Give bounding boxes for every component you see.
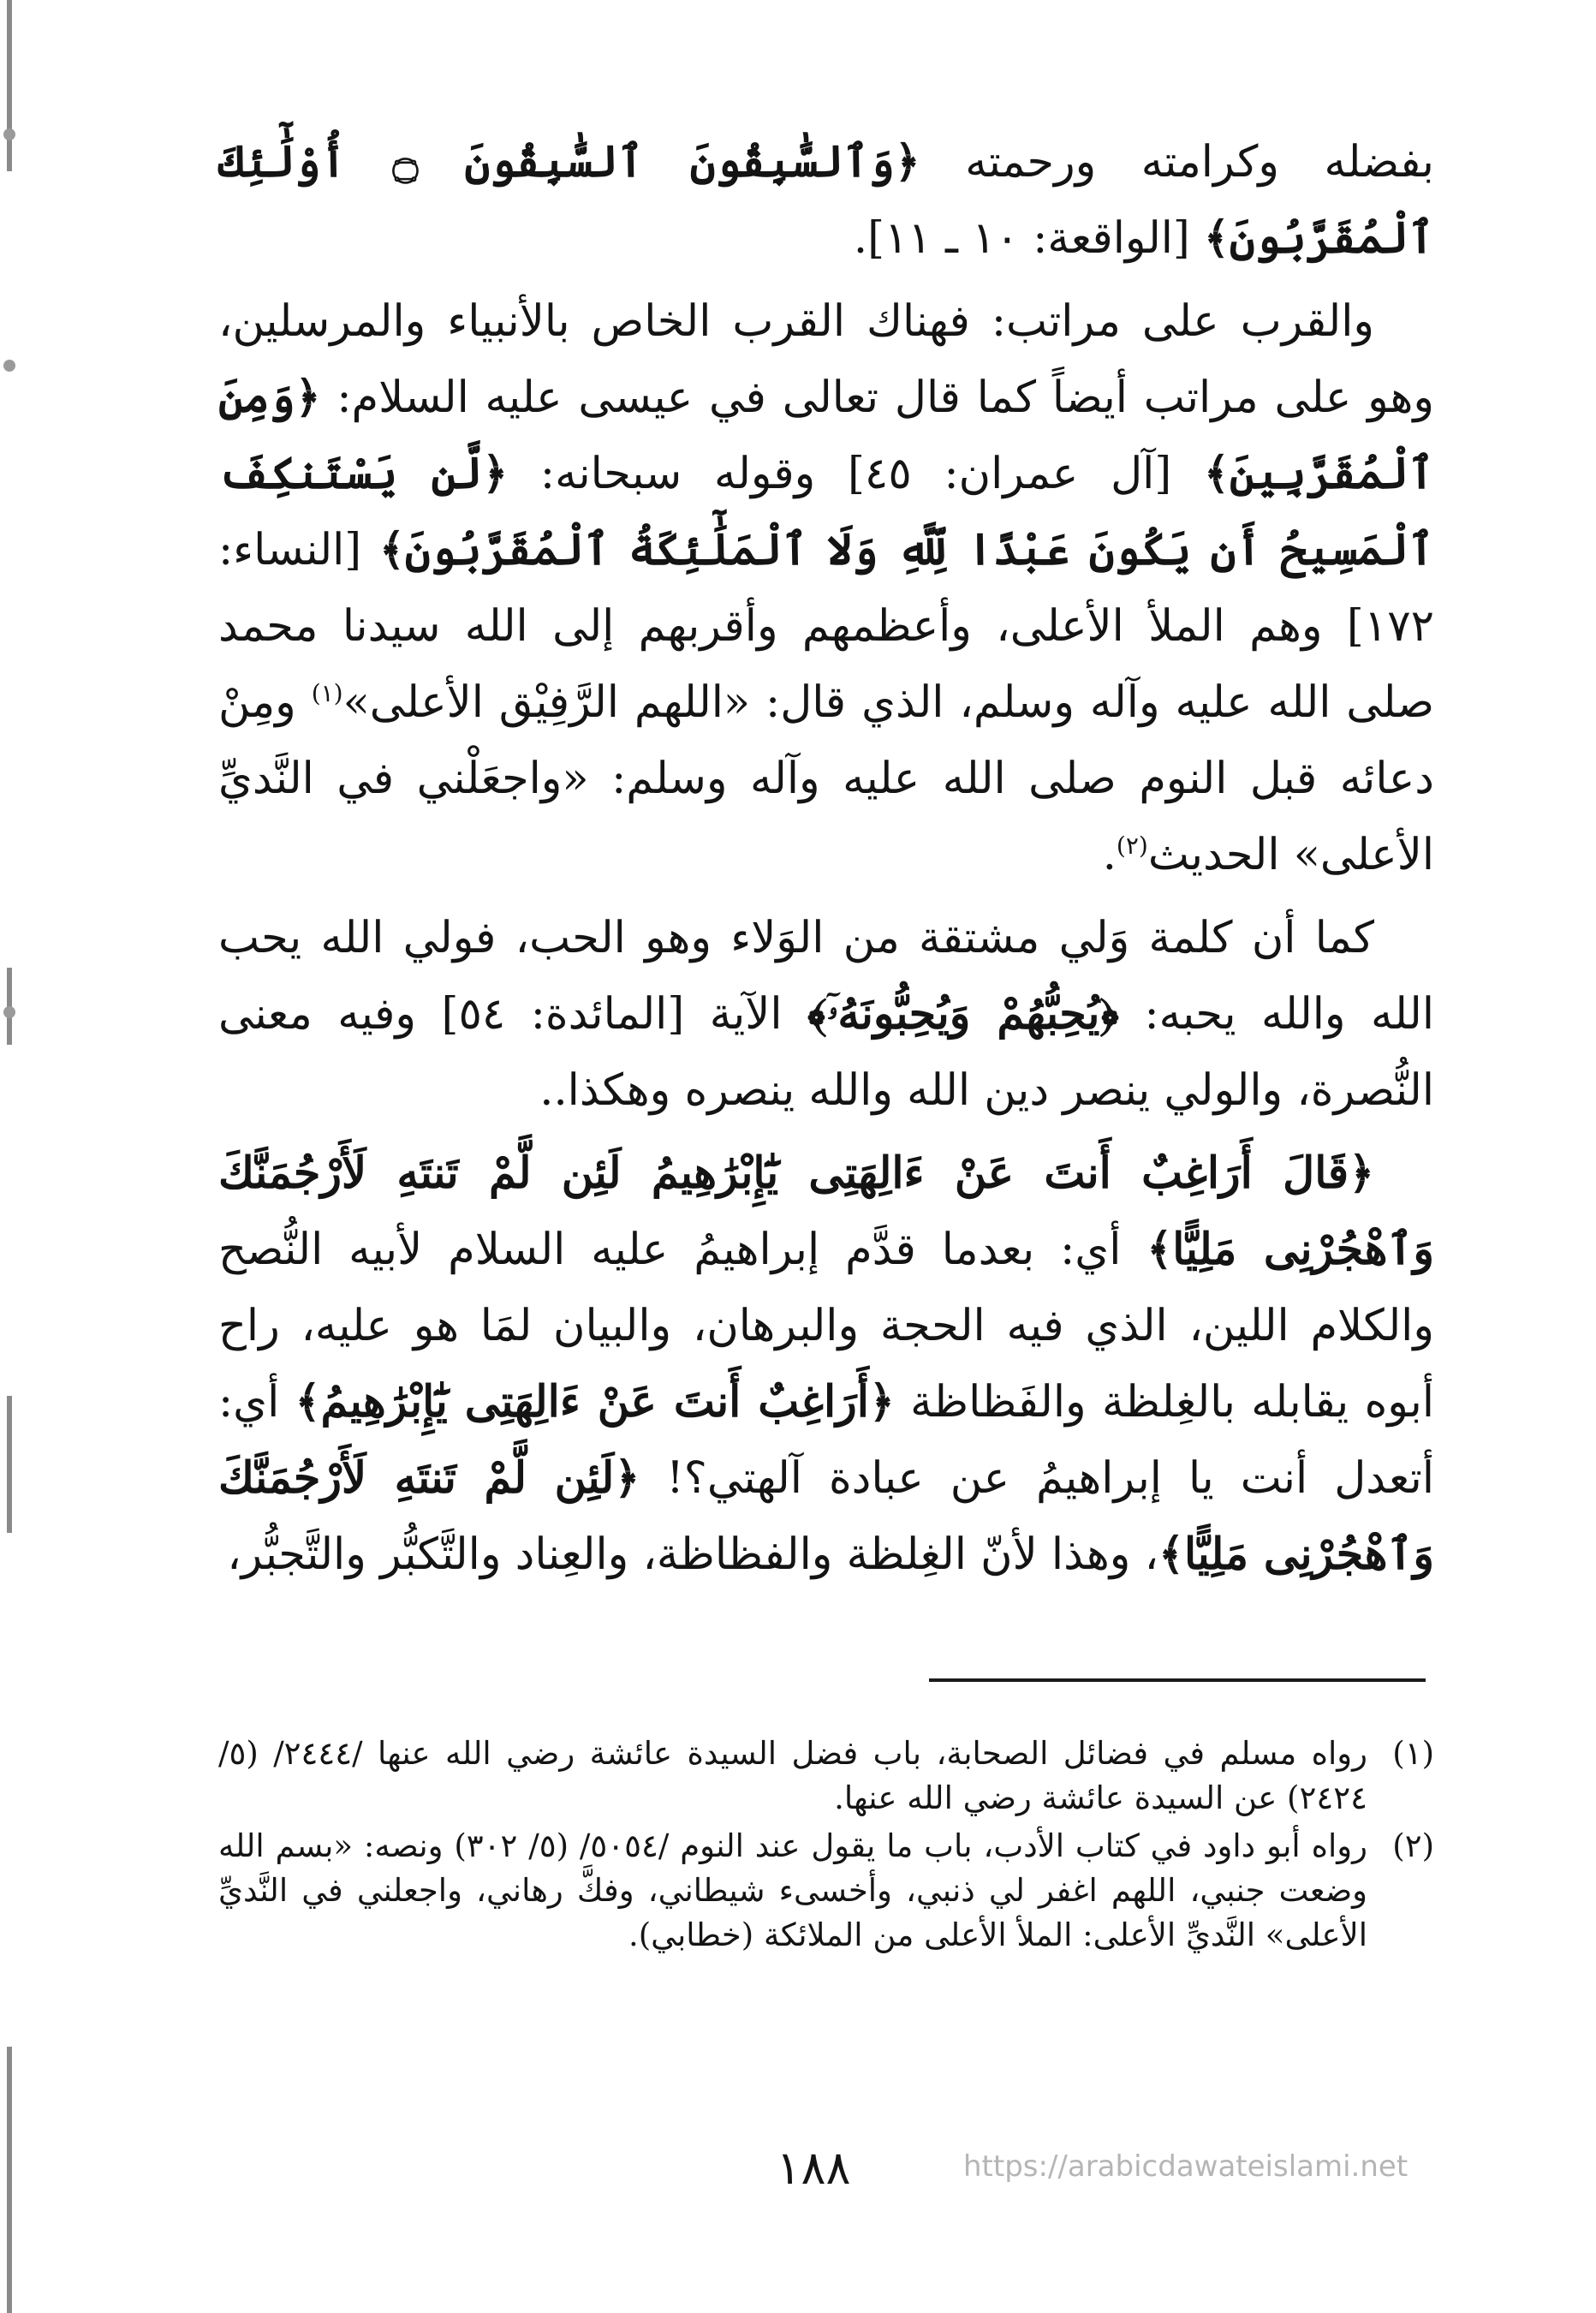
scan-edge-mark: [7, 1396, 12, 1533]
quran-verse: ﴿قَالَ أَرَاغِبٌ أَنتَ عَنْ ءَالِهَتِى يَٰٓإِبْرَٰهِيمُ لَئِن لَّمْ تَنتَهِ لَأَرْجُمَنَّكَ وَٱهْجُرْنِى مَلِيًّا﴾: [218, 1148, 1435, 1275]
footnote-number: (٢): [1392, 1827, 1434, 1864]
text-run: ومِنْ دعائه قبل النوم صلى الله عليه وآله وسلم: «واجعَلْني في النَّديِّ الأعلى» الحديث: [218, 677, 1434, 880]
text-run: [آل عمران: ٤٥] وقوله سبحانه:: [508, 449, 1205, 499]
footnote-separator: [929, 1678, 1426, 1682]
paragraph-2: [218, 283, 1434, 893]
text-run: .: [1102, 830, 1117, 880]
quran-verse: ﴿أَرَاغِبٌ أَنتَ عَنْ ءَالِهَتِى يَٰٓإِبْرَٰهِيمُ﴾: [295, 1376, 895, 1428]
scan-edge-dot: [3, 360, 15, 372]
watermark-url: https://arabicdawateislami.net: [963, 2149, 1408, 2184]
quran-verse: ﴿يُحِبُّهُمْ وَيُحِبُّونَهُۥٓ﴾: [807, 988, 1119, 1040]
footnote-text: رواه أبو داود في كتاب الأدب، باب ما يقول عند النوم /٥٠٥٤/ (٥/ ٣٠٢) ونصه: «بسم الله وضعت جنبي، اللهم اغفر لي ذنبي، وأخسىء شيطاني، وفكَّ رهاني، واجعلني في النَّديِّ الأعلى» النَّديِّ الأعلى: الملأ الأعلى من الملائكة (خطابي).: [218, 1827, 1367, 1953]
footnote-ref-2[interactable]: (٢): [1116, 832, 1148, 860]
page-number: ١٨٨: [776, 2141, 851, 2195]
text-run: أي: أتعدل أنت يا إبراهيمُ عن عبادة آلهتي؟!: [218, 1377, 1434, 1504]
scan-edge-dot: [3, 128, 15, 140]
footnote-ref-1[interactable]: (١): [311, 679, 343, 707]
quran-verse: ﴿وَٱلسَّٰبِقُونَ ٱلسَّٰبِقُونَ ۝ أُوْلَٰٓئِكَ ٱلْمُقَرَّبُونَ﴾: [218, 136, 1434, 264]
text-run: [النساء: ١٧٢] وهم الملأ الأعلى، وأعظمهم وأقربهم إلى الله سيدنا محمد صلى الله عليه وآله وسلم، الذي قال: «اللهم الرَّفِيْق الأعلى»: [218, 525, 1435, 728]
footnote-2: [218, 1824, 1434, 1958]
text-run: أي: بعدما قدَّم إبراهيمُ عليه السلام لأبيه النُّصح والكلام اللين، الذي فيه الحجة والبرهان، والبيان لمَا هو عليه، راح أبوه يقابله بالغِلظة والفَظاظة: [218, 1225, 1435, 1428]
paragraph-1: [218, 124, 1434, 277]
scan-edge-dot: [3, 1006, 15, 1018]
text-run: [الواقعة: ١٠ ـ ١١].: [853, 213, 1205, 264]
text-run: الآية [المائدة: ٥٤] وفيه معنى النُّصرة، والولي ينصر دين الله والله ينصره وهكذا..: [218, 989, 1434, 1116]
footnote-text: رواه مسلم في فضائل الصحابة، باب فضل السيدة عائشة رضي الله عنها /٢٤٤٤/ (٥/ ٢٤٢٤) عن السيدة عائشة رضي الله عنها.: [218, 1735, 1367, 1816]
paragraph-3: [218, 900, 1434, 1129]
text-run: كما أن كلمة وَلي مشتقة من الوَلاء وهو الحب، فولي الله يحب الله والله يحبه:: [218, 913, 1434, 1040]
text-run: ، وهذا لأنّ الغِلظة والفظاظة، والعِناد والتَّكبُّر والتَّجبُّر،: [227, 1529, 1159, 1580]
footnote-number: (١): [1392, 1735, 1434, 1772]
quran-verse: ﴿لَّن يَسْتَنكِفَ ٱلْمَسِيحُ أَن يَكُونَ عَبْدًا لِّلَّهِ وَلَا ٱلْمَلَٰٓئِكَةُ ٱلْمُقَرَّبُونَ﴾: [218, 448, 1435, 575]
paragraph-4: [218, 1136, 1434, 1593]
text-run: والقرب على مراتب: فهناك القرب الخاص بالأنبياء والمرسلين، وهو على مراتب أيضاً كما قال تعالى في عيسى عليه السلام:: [218, 296, 1434, 423]
text-run: بفضله وكرامته ورحمته: [920, 137, 1435, 188]
quran-verse: ﴿وَمِنَ ٱلْمُقَرَّبِينَ﴾: [218, 372, 1434, 499]
footnotes: [218, 1732, 1434, 1961]
quran-verse: ﴿لَئِن لَّمْ تَنتَهِ لَأَرْجُمَنَّكَ وَٱهْجُرْنِى مَلِيًّا﴾: [218, 1452, 1434, 1580]
main-text: [218, 124, 1434, 1600]
footnote-1: [218, 1732, 1434, 1821]
scan-edge-mark: [7, 0, 12, 171]
scan-edge-mark: [7, 2047, 12, 2313]
